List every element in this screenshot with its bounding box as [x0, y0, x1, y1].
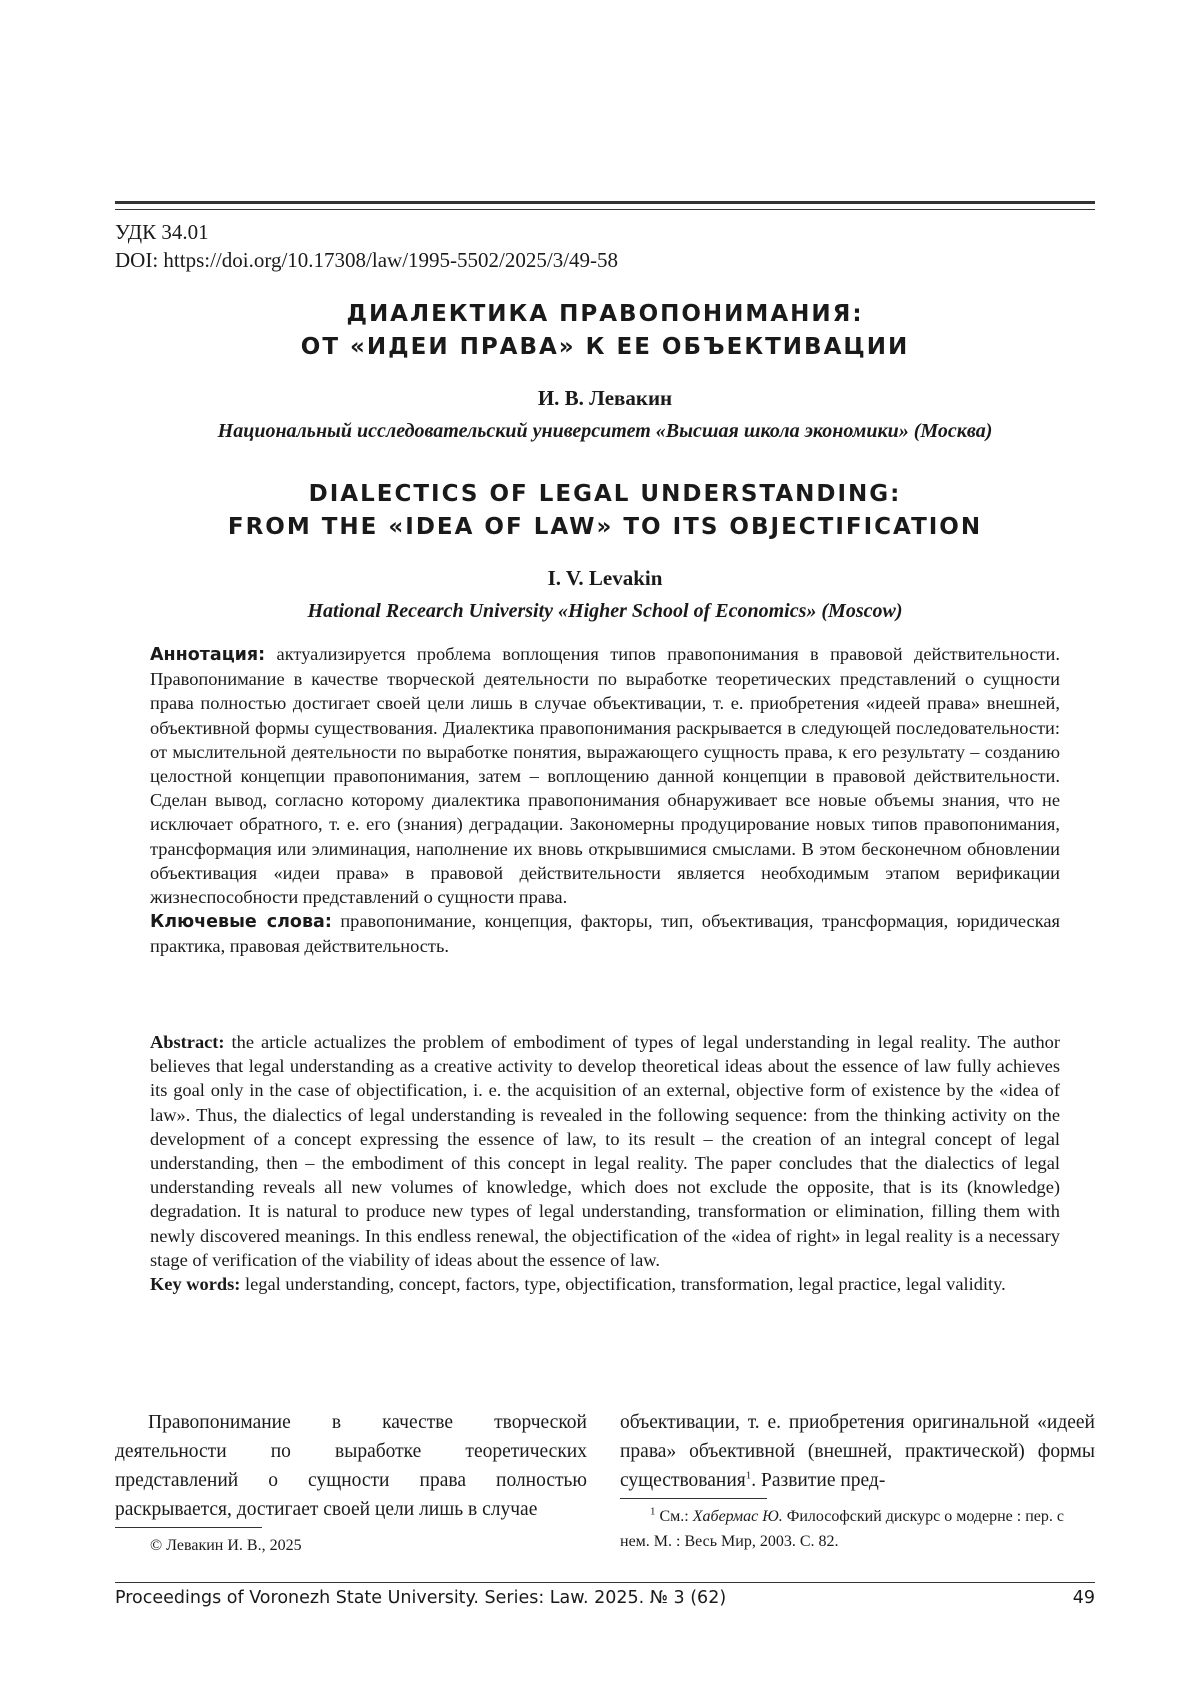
en-author: I. V. Levakin — [115, 566, 1095, 591]
footer-rule — [115, 1582, 1095, 1583]
copyright-note: © Левакин И. В., 2025 — [150, 1533, 302, 1558]
en-title-line-2: FROM THE «IDEA OF LAW» TO ITS OBJECTIFICATION — [115, 511, 1095, 544]
ru-title-line-1: ДИАЛЕКТИКА ПРАВОПОНИМАНИЯ: — [115, 298, 1095, 331]
keywords-ru-text: правопонимание, концепция, факторы, тип, объективация, трансформация, юридическая практика, правовая действительность. — [150, 911, 1060, 956]
body-column-left: Правопонимание в качестве творческой деятельности по выработке теоретических представлений о сущности права полностью раскрывается, достигает своей цели лишь в случае — [115, 1408, 587, 1524]
footnote-ref[interactable]: 1 — [746, 1470, 752, 1482]
body-right-text: объективации, т. е. приобретения оригинальной «идеей права» объективной (внешней, практической) формы существования — [620, 1412, 1095, 1491]
en-title — [115, 478, 1095, 544]
footnote-prefix: См.: — [660, 1508, 693, 1525]
page-number: 49 — [1073, 1588, 1095, 1608]
footnote-text: Философский дискурс о модерне : пер. с нем. М. : Весь Мир, 2003. С. 82. — [620, 1508, 1064, 1550]
udk-code: УДК 34.01 — [115, 218, 618, 246]
annotation-label: Аннотация: — [150, 645, 265, 665]
footnote-1 — [620, 1504, 1095, 1554]
keywords-en-paragraph — [150, 1272, 1060, 1296]
keywords-en-label: Key words: — [150, 1274, 240, 1294]
en-title-line-1: DIALECTICS OF LEGAL UNDERSTANDING: — [115, 478, 1095, 511]
ru-author: И. В. Левакин — [115, 386, 1095, 411]
copyright-rule — [115, 1527, 262, 1528]
ru-title-line-2: ОТ «ИДЕИ ПРАВА» К ЕЕ ОБЪЕКТИВАЦИИ — [115, 331, 1095, 364]
ru-affiliation: Национальный исследовательский университет «Высшая школа экономики» (Москва) — [115, 420, 1095, 443]
footnote-mark: 1 — [650, 1506, 656, 1518]
keywords-ru-paragraph — [150, 909, 1060, 958]
top-rule — [115, 201, 1095, 210]
annotation-text: актуализируется проблема воплощения типов правопонимания в правовой действительности. Правопонимание в качестве творческой деятельности по выработке теоретических представлений о сущности права полностью достигает своей цели лишь в случае объективации, т. е. приобретения «идеей права» внешней, объективной формы существования. Диалектика правопонимания раскрывается в следующей последовательности: от мыслительной деятельности по выработке понятия, выражающего сущность права, к его результату – созданию целостной концепции правопонимания, затем – воплощению данной концепции в правовой действительности. Сделан вывод, согласно которому диалектика правопонимания обнаруживает все новые объемы знания, что не исключает обратного, т. е. его (знания) деградации. Закономерны продуцирование новых типов правопонимания, трансформация или элиминация, наполнение их вновь открывшимися смыслами. В этом бесконечном обновлении объективация «идеи права» в правовой действительности является необходимым этапом верификации жизнеспособности представлений о сущности права. — [150, 644, 1060, 907]
abstract-en — [150, 1030, 1060, 1296]
body-column-right — [620, 1408, 1095, 1495]
abstract-paragraph — [150, 1030, 1060, 1272]
keywords-ru-label: Ключевые слова: — [150, 912, 332, 932]
annotation-ru — [150, 642, 1060, 959]
article-meta — [115, 218, 618, 274]
abstract-text: the article actualizes the problem of embodiment of types of legal understanding in legal reality. The author believes that legal understanding as a creative activity to develop theoretical ideas about the essence of law fully achieves its goal only in the case of objectification, i. e. the acquisition of an external, objective form of existence by the «idea of law». Thus, the dialectics of legal understanding is revealed in the following sequence: from the thinking activity on the development of a concept expressing the essence of law, to its result – the creation of an integral concept of legal understanding, then – the embodiment of this concept in legal reality. The paper concludes that the dialectics of legal understanding reveals all new volumes of knowledge, which does not exclude the opposite, that is its (knowledge) degradation. It is natural to produce new types of legal understanding, transformation or elimination, filling them with newly discovered meanings. In this endless renewal, the objectification of the «idea of right» in legal reality is a necessary stage of verification of the viability of ideas about the essence of law. — [150, 1032, 1060, 1270]
ru-title — [115, 298, 1095, 364]
body-right-tail: . Развитие пред- — [751, 1470, 885, 1491]
en-affiliation: Hational Recearch University «Higher School of Economics» (Moscow) — [115, 600, 1095, 623]
keywords-en-text: legal understanding, concept, factors, type, objectification, transformation, legal practice, legal validity. — [245, 1274, 1006, 1294]
footnote-rule — [620, 1498, 767, 1499]
annotation-paragraph — [150, 642, 1060, 909]
doi-link[interactable]: DOI: https://doi.org/10.17308/law/1995-5502/2025/3/49-58 — [115, 246, 618, 274]
footnote-author: Хабермас Ю. — [693, 1508, 783, 1525]
abstract-label: Abstract: — [150, 1032, 225, 1052]
footer-journal: Proceedings of Voronezh State University. Series: Law. 2025. № 3 (62) — [115, 1588, 726, 1608]
